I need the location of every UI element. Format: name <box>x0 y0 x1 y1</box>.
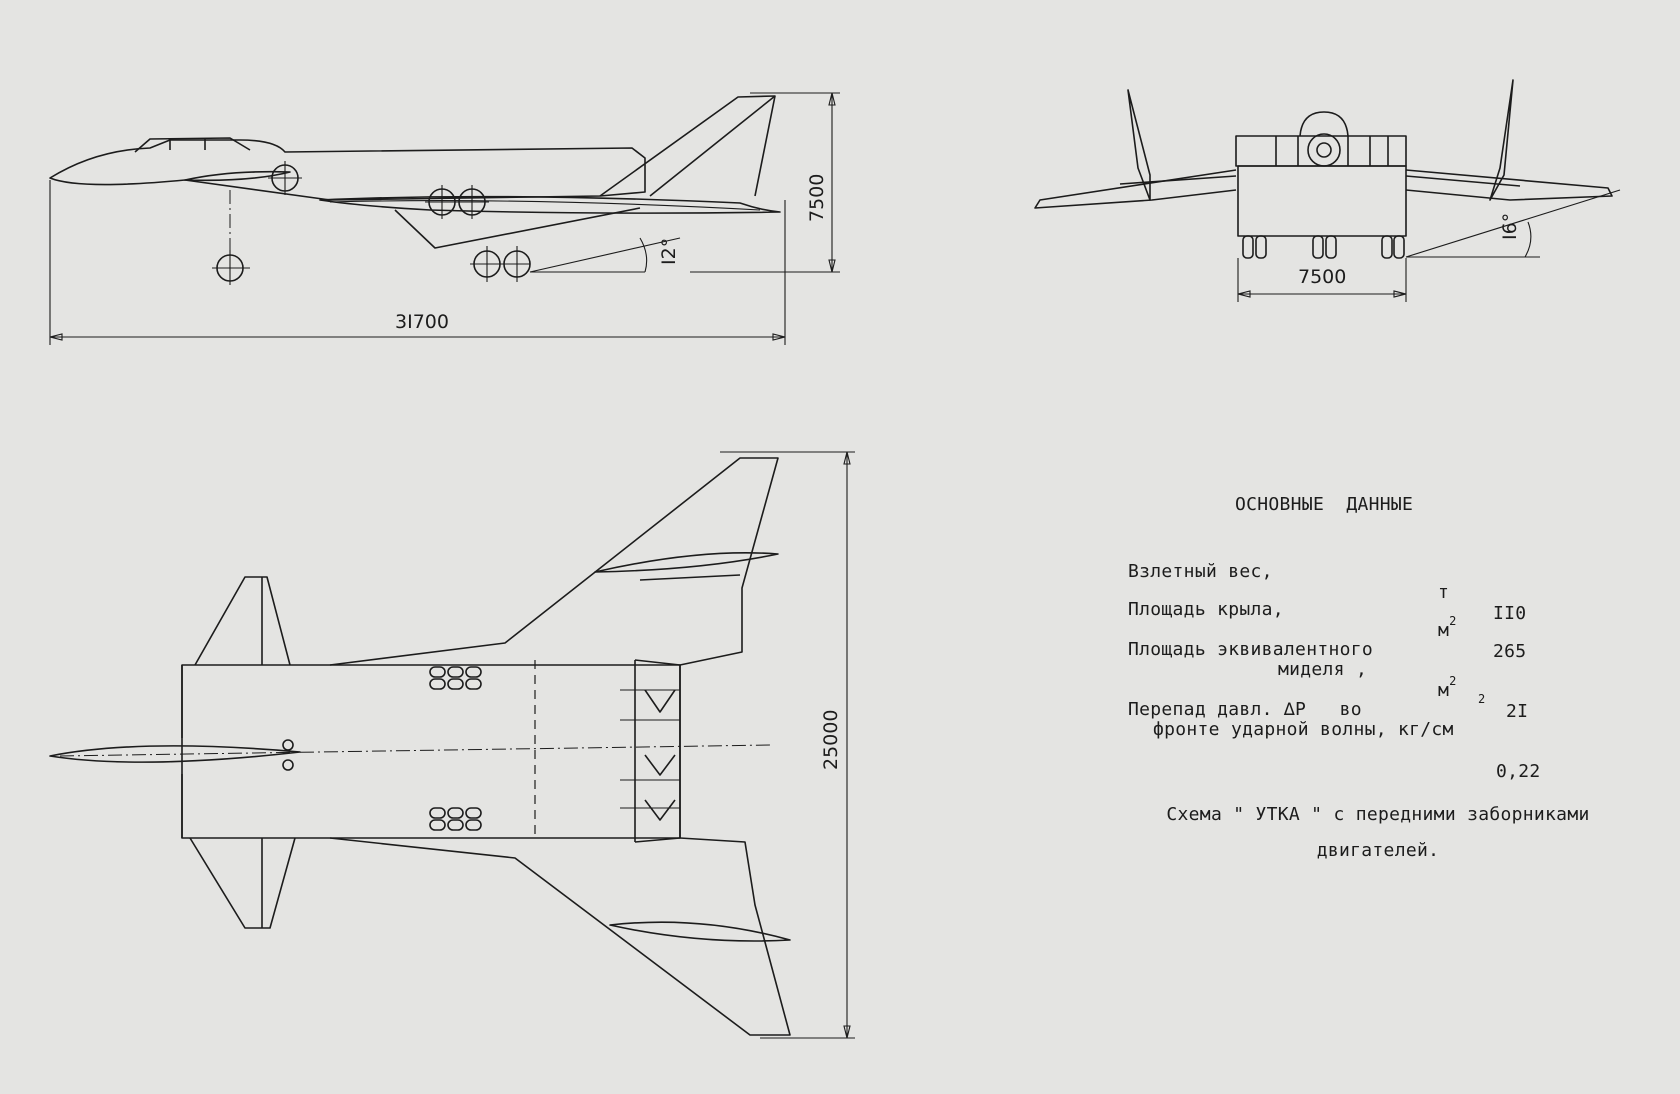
top-view <box>50 452 855 1038</box>
spec-unit-sup: 2 <box>1449 674 1457 688</box>
spec-label: Площадь эквивалентного <box>1128 639 1374 660</box>
spec-unit: $м^2$ <box>1438 674 1457 701</box>
side-angle-label: I2° <box>658 237 680 265</box>
spec-unit-sup: 2 <box>1478 692 1486 706</box>
spec-label: фронте ударной волны, кг/см <box>1153 719 1454 740</box>
caption-line-2: двигателей. <box>1316 840 1440 861</box>
specs-title: ОСНОВНЫЕ ДАННЫЕ <box>1235 494 1414 515</box>
side-view <box>50 93 840 345</box>
spec-unit: $м^2$ <box>1438 614 1457 641</box>
side-length-label: 3I700 <box>395 311 449 333</box>
caption-line-1: Схема " УТКА " с передними заборниками <box>1166 804 1590 825</box>
spec-label: миделя , <box>1278 659 1368 680</box>
top-span-label: 25000 <box>820 709 842 770</box>
spec-unit-sup: 2 <box>1449 614 1457 628</box>
side-height-label: 7500 <box>806 173 828 222</box>
spec-row-pressure-2 <box>1128 692 1648 782</box>
spec-value: 0,22 <box>1496 761 1541 782</box>
spec-value: 2I <box>1506 701 1529 722</box>
front-span-label: 7500 <box>1298 266 1347 288</box>
spec-label: Площадь крыла, <box>1128 599 1284 620</box>
spec-label: Перепад давл. ∆P во <box>1128 699 1362 720</box>
spec-value: 265 <box>1493 641 1527 662</box>
spec-label: Взлетный вес, <box>1128 561 1273 582</box>
spec-unit: т <box>1438 582 1450 603</box>
front-angle-label: I6° <box>1499 212 1521 240</box>
spec-value: II0 <box>1493 603 1527 624</box>
